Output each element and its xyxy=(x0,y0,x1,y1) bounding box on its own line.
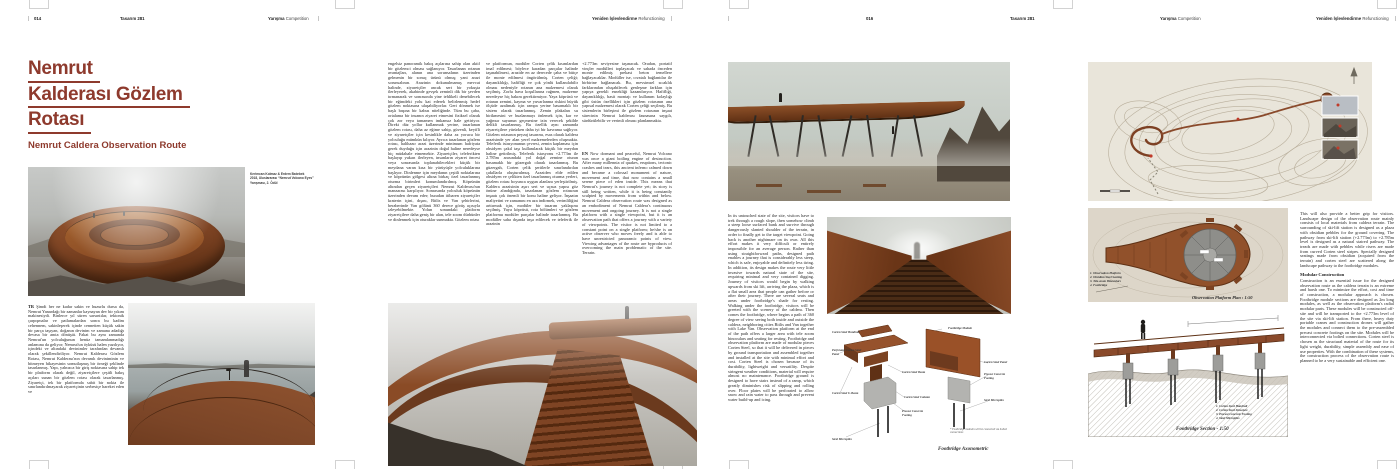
body-column-turkish-2: ve platformun, modüler Corten çelik kısımlardan imal edilmesi; böylece karadan parçalar halinde taşınabilmesi, arazide en az derecede çaba ve bütçe ile monte edilmesi öngörülmüş. Corten çeliği; dayanıklılığı, hafifliği ve çok yönlü kullanılabilir olması nedeniyle rotanın ana malzemesi olarak seçilmiş. Zorlu hava koşullarına rağmen, malzeme neredeyse hiç bakım gerektirmiyor. Yaya köprüsü ve rotanın zemini, kayma ve yuvarlanma riskini büyük ölçüde azaltmak için rampa yerine basamaklı bir sistem olarak tasarlanmış. Zemin plakaları su birikmesini ve buzlanmayı önlemek için, kar ve yağmur suyunun geçmesine izin verecek şekilde delikli tasarlanmış. Bu özellik aynı zamanda ziyaretçilere yürürken daha iyi bir kavrama sağlıyor. Gözlem rotasının peyzaj tasarımı, esas olarak kaldera arazisinde yer alan yerel malzemelerden oluşmakta. Teleferik istasyonunun çevresi, zemin kaplaması için obsidyen çakıl taşı kullanılarak küçük bir meydan haline getirilmiş. Teleferik istasyonu +2.773m ile 2.785m arasındaki yol doğal zemine oturan basamaklı bir güzergah olarak tasarlanmış. Bu güzergah, Corten çelik şeritlerle sınırlandırılan çakıllarla oluşturulmuş. Araziden elde edilen obsidyen ve çelikten özel tasarlanmış oturma yerleri, gözlem rotası boyunca uygun alanlara yerleştirilmiş. Kaldera arazisinin aşırı sert ve uçsuz yapısı göz önüne alındığında, tasarlanan gözlem rotasının inşaatı çok önemli bir konu haline geliyor. İnşaatın maliyetini ve zamanını en aza indirmek, verimliliğini arttırmak için, modüler bir tasarım yaklaşımı seçilmiş. Yaya köprüsü, rota bölümleri ve gözlem platformu modüler parçalar halinde tasarlanmış. Bu modüller saha dışında inşa edilecek ve teleferik ile arazinin xyxy=(486,62,578,227)
header-divider xyxy=(318,16,319,21)
platform-plan-drawing xyxy=(1088,208,1288,302)
body-column-turkish-1: engelsiz panoramik bakış açılarına sahip olan aktif bir gözlemci olması sağlanıyor. Tasarlanan rotanın avantajları, alanın ana sorunsalının üzerinden gelmenin bir sonuç ürünü olmuş; yani arazi sorunsalının. Arazinin dokunulmamış mevcut halinde, ziyaretçiler ancak sert bir yokuşta ilerleyerek, akabinde gevşek zeminli dik bir şevden tırmanarak ve sonrasında yine tehlikeli denebilecek bir eğimdeki yolu kat ederek belirlenmiş hedef gözlem noktasına ulaşabiliyorlar. Geri dönmek ise başlı başına bir kabus niteliğinde. Tüm bu çaba, ortalama bir insanın ziyaret etmesini fiziksel olarak çok zor veya tamamen imkansız hale getiriyor. Direkt düz yollar kullanmak yerine, tasarlanan gözlem rotası, daha az eğime sahip, güvenli, keyifli ve ziyaretçiler için kesinlikle daha az yorucu bir yolculuğu mümkün kılıyor. Ayrıca tasarlanan gözlem rotası, halihazır arazi üzerinde minimum hafriyata gerek duyduğu için arazinin doğal haline neredeyse hiç müdahale etmemekte. Ziyaretçiler, teleferikten başlayıp yukarı ilerleyen, insanların ziyaret öncesi veya sonrasında toplanabilecekleri küçük bir meydana varan kısa bir yürüyüşle yolculuklarına başlıyor. Dinlenme için meydanın çeşitli noktalarına ve köprünün gölgesi altına birkaç özel tasarlanmış oturma birimleri konumlandırılmış. Köprünün altından geçen ziyaretçileri Nemrut Kalderası'nın manzarası karşılıyor. Sonrasında yolculuk köprünün üzerinden devam eder; buradan itibaren ziyaretçiler kraterin içini, dışını, Bitlis ve Van şehirlerini, beraberinde Van gölünü 360 derece görüş açısıyla izleyebilmekte. Yolun sonundaki platform ziyaretçilere daha geniş bir alan, tele zoom dürbünler ve dinlenmek için oturaklar sunmakta. Gözlem rotası xyxy=(388,62,480,222)
crop-mark xyxy=(29,460,49,469)
crop-mark xyxy=(335,460,355,469)
render-corten-stairs xyxy=(388,303,697,466)
ground-slab xyxy=(863,184,886,187)
section-caption: Footbridge Section - 1:50 xyxy=(1176,427,1229,432)
platform-plan-figure xyxy=(1088,208,1288,302)
axon-label: Footbridge Module xyxy=(948,326,972,330)
render-walkway-fog xyxy=(827,217,1011,314)
category-label: Yeniden İşlevlendirme Refunctioning xyxy=(1316,16,1389,21)
ground-slab xyxy=(807,190,841,193)
person-figure xyxy=(779,93,782,102)
project-credit xyxy=(250,172,322,185)
site-map-figure xyxy=(1088,62,1372,201)
modular-construction-paragraph: Construction is an essential issue for the designed observation route as the caldera terrain is an extreme and harsh one. To minimize the effort, cost and time of construction, a modular approach is chosen. Footbridge module sections are designed as 2m long modules, as well as the observation platform's radial modular parts. These modules will be constructed off-site and will be transported to the +2.773m level of the site via ski-lift station. From there, heavy duty portable cranes and construction drones will gather the modules and connect them to the pre-assembled precast concrete footings on the site. Modules will be interconnected via bolted connections. Corten steel is chosen as the structural material of the route for its light weight, durability, simple assembly and ease of use properties. With the combination of these systems, the construction process of the observation route is planned to be a very sustainable and efficient one. xyxy=(1300,277,1394,364)
crop-mark xyxy=(29,0,49,9)
credit-line: Kerimcan Kolmaz & Erdem Batırbek xyxy=(250,172,305,176)
telescope-head xyxy=(226,369,231,371)
fog-overlay xyxy=(28,167,245,296)
plan-legend-item: 4. Footbridge xyxy=(1090,283,1108,288)
footbridge-section-figure xyxy=(1088,312,1288,437)
render-footbridge-panorama xyxy=(728,62,1010,201)
dimension-line xyxy=(1188,315,1278,327)
axon-footnote: * Footbridge modules will be connected via bolted connections xyxy=(950,428,1007,435)
plan-legend xyxy=(1090,271,1122,287)
crop-mark xyxy=(1053,460,1073,469)
body-column-turkish-3: +2.773m seviyesine taşınacak. Oradan, portatif vinçler modülleri toplayacak ve sahada önceden monte edilmiş prekast beton temellere bağlayacaklar. Modüller ise, cıvatalı bağlantılar ile birbirine bağlanacak. Bu, mevsimsel sıcaklık farklarından oluşabilecek genleşme farkları için yapıya gerekli esnekliği kazandırıyor. Hafifliği, dayanıklılığı, basit montajı ve kullanım kolaylığı gibi üstün özellikleri için gözlem rotasının ana yapısal malzemesi olarak Corten çeliği seçilmiş. Bu sistemlerin birleşimi ile gözlem rotasının inşaat sürecinin Nemrut kalderası faunasına saygılı, sürdürülebilir ve verimli olması planlanmakta. xyxy=(582,62,672,123)
axonometric-caption: Footbridge Axonometric xyxy=(938,447,989,452)
section-legend xyxy=(1216,404,1252,420)
credit-line: Yarışması, 2. Ödül xyxy=(250,180,278,185)
crop-mark xyxy=(729,460,749,469)
topographic-map xyxy=(1088,62,1372,201)
header-divider xyxy=(1395,16,1396,21)
u-beam xyxy=(864,351,888,367)
crop-mark xyxy=(1053,0,1073,9)
plan-legend-item: 3. Tele-zoom Binoculars xyxy=(1090,279,1121,284)
language-tag-tr: TR xyxy=(28,305,34,309)
section-legend-item: 2. Corten Steel Structure xyxy=(1216,408,1248,413)
axon-label: Precast Concrete Footing xyxy=(984,372,1006,380)
section-legend-item: 3. Precast Concrete Footing xyxy=(1216,412,1252,417)
page-number: 016 xyxy=(866,16,874,21)
axon-label: Corten Steel Beam xyxy=(902,370,926,374)
fog-overlay xyxy=(728,138,1010,166)
crop-mark xyxy=(335,0,355,9)
fog-overlay xyxy=(128,303,315,367)
axon-label: Corten Steel U-Beam xyxy=(832,391,859,395)
page-number: 014 xyxy=(34,16,42,21)
language-tag-en: EN xyxy=(582,152,588,156)
render-platform-over-lake xyxy=(128,303,315,445)
title-line: Rotası xyxy=(28,108,91,134)
axon-label: Precast Concrete Footing xyxy=(902,409,924,417)
magazine-title: Tasarım 281 xyxy=(1010,16,1035,21)
axon-label: Corten Steel Panel xyxy=(984,360,1008,364)
modular-construction-subhead: Modular Construction xyxy=(1300,271,1345,277)
route-marker xyxy=(1237,118,1240,121)
crop-mark xyxy=(1377,0,1397,9)
crop-mark xyxy=(1377,460,1397,469)
axon-label: Steel Micropiles xyxy=(984,398,1004,402)
concrete-footing xyxy=(948,377,970,403)
title-line: Kalderası Gözlem xyxy=(28,83,190,109)
map-inset-images xyxy=(1322,96,1358,159)
render-caldera-observatory xyxy=(28,167,245,296)
level-label-chip xyxy=(1200,250,1209,254)
person-figure xyxy=(1141,320,1145,339)
inset-aerial-map xyxy=(1322,96,1358,115)
axon-label: Corten Steel Column xyxy=(904,395,931,399)
level-label-chip xyxy=(1214,258,1223,262)
bridge-deck xyxy=(728,101,965,124)
plan-legend-item: 2. Obsidian Steel Seating xyxy=(1090,275,1122,280)
handrail-plank xyxy=(858,325,892,337)
intro-paragraph-english xyxy=(582,152,672,292)
article-title xyxy=(28,57,190,151)
header-divider xyxy=(28,16,29,21)
axon-label: Perforated Corten Steel Panel xyxy=(832,348,862,356)
crop-mark xyxy=(729,0,749,9)
concrete-footing xyxy=(864,377,896,409)
plan-caption: Observation Platform Plan : 1:50 xyxy=(1192,295,1253,300)
telescope-pole xyxy=(229,371,231,380)
intro-text-en: Now dormant and peaceful, Nemrut Volcano was once a giant boiling engine of destruction. After many millennia of quakes, eruptions, tectonic crashes and tears, this ancient inferno calmed down and became a colossal monument of nature, movement and time, that now contains a small serene piece of eden inside. This means that Nemrut's journey is not complete yet; its story is still being written, while it is being constantly sculpted by movements from within and below. Nemrut Caldera observation route was designed as an embodiment of Nemrut Caldera's continuous movement and ongoing journey. It is not a single platform with a single viewpoint, but it is an observation path that offers a journey with a variety of viewpoints. The visitor is not limited to a constant point on a single platform; he/she is an active observer who moves freely and is able to have unrestricted panoramic points of view. Viewing advantages of the route are byproducts of overcoming the main problematic of the site. Terrain. xyxy=(582,152,672,256)
landscape-paragraph: This will also provide a better grip for visitors. Landscape design of the observation route mainly consists of local materials from caldera terrain. The surrounding of ski-lift station is designed as a plaza with obsidian pebbles for the ground covering. The pathway from ski-lift station (+2.773m) to +2.785m level is designed as a natural staired pathway. The treads are made with pebbles while risers are made from curved Corten steel stripes. Specially designed seatings made from obsidian (acquired from the terrain) and corten steel are scattered along the landscape pathway to the footbridge modules. xyxy=(1300,212,1394,268)
header-divider xyxy=(728,16,729,21)
body-column-english: In its untouched state of the site, visitors have to trek through a rough slope, then somehow climb a steep loose surfaced bank and survive through dangerously slanted shoulder of the terrain, in order to finally get to the target viewpoint. Going back is another nightmare on its own. All this effort makes it very difficult or entirely impossible for an average person. Rather than using straightforward paths, designed path enables a journey that is considerably less steep, which is safe, enjoyable and definitely less tiring. In addition, its design makes the route very little invasive towards natural state of the site, requiring minimal and very contained digging. Journey of visitors would begin by walking upwards from ski lift, arriving the plaza, which is a flat small area that people can gather before or after their journey. There are several seats and areas under footbridge's shade for resting. Walking under the footbridge, visitors will be greeted with the scenery of the caldera. Then comes the footbridge, where begins a path of 360 degree of view seeing both inside and outside the caldera, neighboring cities Bitlis and Van together with Lake Van. Observation platform at the end of the path offers a larger area with tele zoom binoculars and seating for resting. Footbridge and observation platform are made of modular pieces Corten Steel, so that it will be delivered in pieces by ground transportation and assembled together and installed at the site with minimal effort and cost. Corten Steel is chosen because of its durability, lightweight and versatility. Despite stringent weather conditions, material will require almost no maintenance. Footbridge ground is designed to have stairs instead of a ramp, which greatly diminishes risk of slipping and rolling over. Floor plates will be perforated to allow snow and rain water to pass through and prevent water build-up and icing. xyxy=(728,214,814,403)
title-line: Nemrut xyxy=(28,57,100,83)
header-divider xyxy=(671,16,672,21)
axon-label: Corten Steel Handrail xyxy=(832,330,860,334)
section-drawing xyxy=(1088,312,1288,437)
section-label: Yarışma Competition xyxy=(268,16,309,21)
ground-slab xyxy=(756,184,781,187)
section-label: Yarışma Competition xyxy=(1160,16,1201,21)
route-marker xyxy=(1149,154,1152,157)
body-column-english-2 xyxy=(1300,212,1394,448)
scale-bar xyxy=(1100,190,1130,192)
crop-mark xyxy=(663,0,683,9)
plan-legend-item: 1. Observation Platform xyxy=(1090,271,1121,275)
category-label: Yeniden İşlevlendirme Refunctioning xyxy=(592,16,665,21)
section-legend-item: 4. Steel Micropiles xyxy=(1216,416,1240,421)
person-figure xyxy=(914,242,920,259)
section-legend-item: 1. Corten Steel Handrail xyxy=(1216,404,1248,408)
intro-text-tr: Şimdi her ne kadar sakin ve huzurlu dursa da, Nemrut Yanardağı bir zamanlar kaynayan dev bir yıkım makinesiydi. Binlerce yıl süren sarsıntılar, tektonik çarpışmalar ve patlamalardan sonra bu kadim cehennem, sakinleşerek içinde cennetten küçük sakin bir parça taşıyan, doğanın devinim ve zamana adadığı devasa bir anıta dönüştü. Fakat bu aynı zamanda Nemrut'un yolculuğunun henüz tamamlanmadığı anlamına da geliyor; Nemrut'un öyküsü halen yazılıyor, içindeki ve altındaki devinimler tarafından devamlı olarak şekillendiriliyor. Nemrut Kalderası Gözlem Rotası, Nemrut Kalderası'nın devamlı deviniminin ve bitmeyen hikayesinin somutlaşmış bir örneği şeklinde tasarlanmış. Yapı, yalnızca bir giriş noktasına sahip tek bir platform olarak değil, ziyaretçilere çeşitli bakış açıları sunan bir gözlem rotası olarak tasarlanmış. Ziyaretçi, tek bir platformda sabit bir nokta ile sınırlandırılmayarak ziyaretçinin serbestçe hareket eden ve xyxy=(28,305,124,394)
axon-label: Steel Micropiles xyxy=(832,437,852,441)
intro-paragraph-turkish xyxy=(28,305,124,447)
article-subtitle: Nemrut Caldera Observation Route xyxy=(28,139,187,151)
magazine-title: Tasarım 281 xyxy=(120,16,145,21)
fog-overlay xyxy=(388,303,697,385)
person-figure xyxy=(892,126,895,134)
credit-line: 2018, Uluslararası “Nemrut Volcano Eyes” xyxy=(250,176,314,181)
